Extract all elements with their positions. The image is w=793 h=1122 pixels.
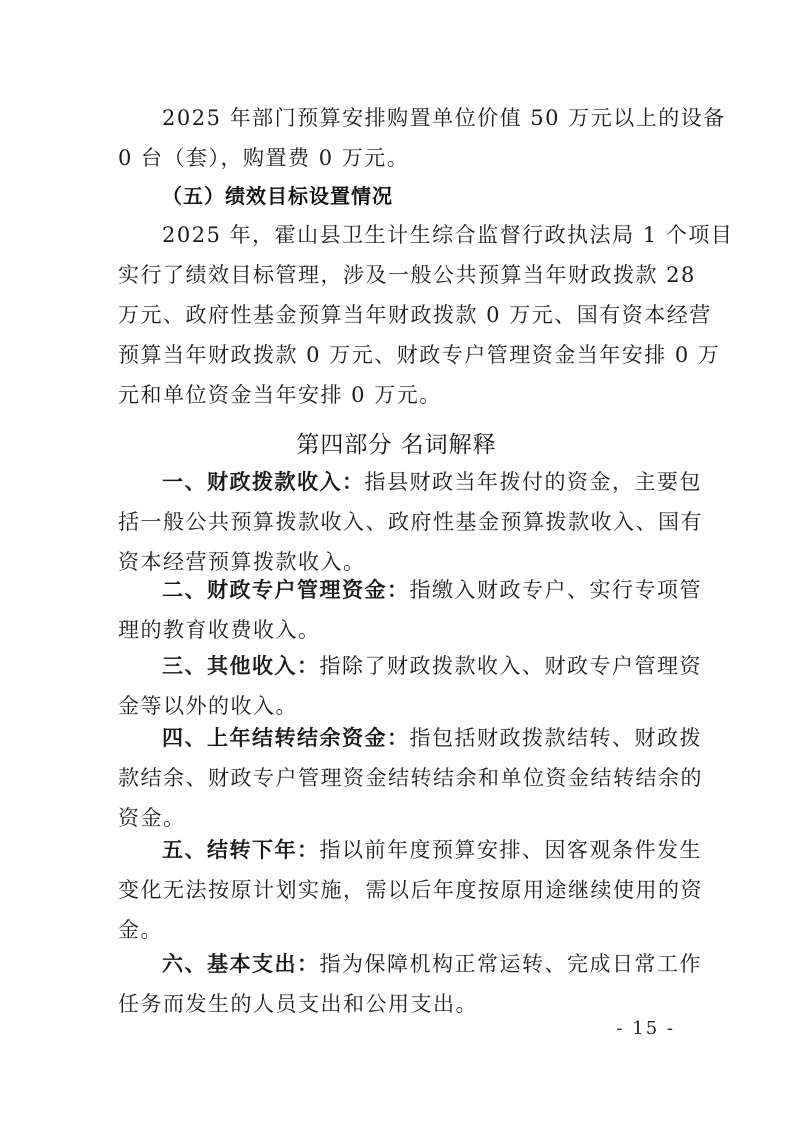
- term-label: 六、基本支出：: [162, 952, 320, 976]
- performance-heading: （五）绩效目标设置情况: [162, 184, 393, 208]
- term-definition: [118, 944, 702, 1024]
- paragraph-line: 括一般公共预算拨款收入、政府性基金预算拨款收入、国有: [118, 510, 703, 534]
- term-text: 指以前年度预算安排、因客观条件发生: [319, 838, 702, 862]
- term-definition: [118, 462, 703, 582]
- term-first-line: [118, 646, 702, 686]
- paragraph-line: 元和单位资金当年安排 0 万元。: [118, 383, 442, 407]
- paragraph-line: 金等以外的收入。: [118, 694, 298, 718]
- paragraph-line: 资金。: [118, 806, 186, 830]
- performance-paragraph: [118, 215, 734, 415]
- term-label: 四、上年结转结余资金：: [162, 726, 410, 750]
- term-first-line: [118, 830, 702, 870]
- term-text: 指包括财政拨款结转、财政拨: [409, 726, 702, 750]
- term-text: 指除了财政拨款收入、财政专户管理资: [319, 654, 702, 678]
- paragraph-line: 预算当年财政拨款 0 万元、财政专户管理资金当年安排 0 万: [118, 343, 721, 367]
- paragraph-line: 万元、政府性基金预算当年财政拨款 0 万元、国有资本经营: [118, 303, 712, 327]
- paragraph-line: 理的教育收费收入。: [118, 618, 321, 642]
- equipment-paragraph: [118, 98, 726, 178]
- paragraph-line: 款结余、财政专户管理资金结转结余和单位资金结转结余的: [118, 766, 703, 790]
- term-first-line: [118, 570, 702, 610]
- term-text: 指缴入财政专户、实行专项管: [409, 578, 702, 602]
- term-definition: [118, 718, 703, 838]
- section-title: 第四部分 名词解释: [296, 432, 497, 458]
- term-label: 二、财政专户管理资金：: [162, 578, 410, 602]
- term-text: 指县财政当年拨付的资金，主要包: [364, 470, 702, 494]
- paragraph-line: 实行了绩效目标管理，涉及一般公共预算当年财政拨款 28: [118, 263, 696, 287]
- paragraph-line: 0 台（套），购置费 0 万元。: [118, 146, 410, 170]
- term-text: 指为保障机构正常运转、完成日常工作: [319, 952, 702, 976]
- term-label: 一、财政拨款收入：: [162, 470, 365, 494]
- term-label: 三、其他收入：: [162, 654, 320, 678]
- paragraph-line: 金。: [118, 918, 163, 942]
- paragraph-line: 变化无法按原计划实施，需以后年度按原用途继续使用的资: [118, 878, 703, 902]
- paragraph-line: 资本经营预算拨款收入。: [118, 550, 366, 574]
- term-first-line: [118, 944, 702, 984]
- term-definition: [118, 570, 702, 650]
- paragraph-line: 2025 年，霍山县卫生计生综合监督行政执法局 1 个项目: [162, 223, 734, 247]
- term-definition: [118, 646, 702, 726]
- term-definition: [118, 830, 703, 950]
- page-number: - 15 -: [616, 1018, 675, 1039]
- paragraph-line: 2025 年部门预算安排购置单位价值 50 万元以上的设备: [162, 106, 726, 130]
- term-label: 五、结转下年：: [162, 838, 320, 862]
- term-first-line: [118, 718, 702, 758]
- paragraph-line: 任务而发生的人员支出和公用支出。: [118, 992, 478, 1016]
- term-first-line: [118, 462, 702, 502]
